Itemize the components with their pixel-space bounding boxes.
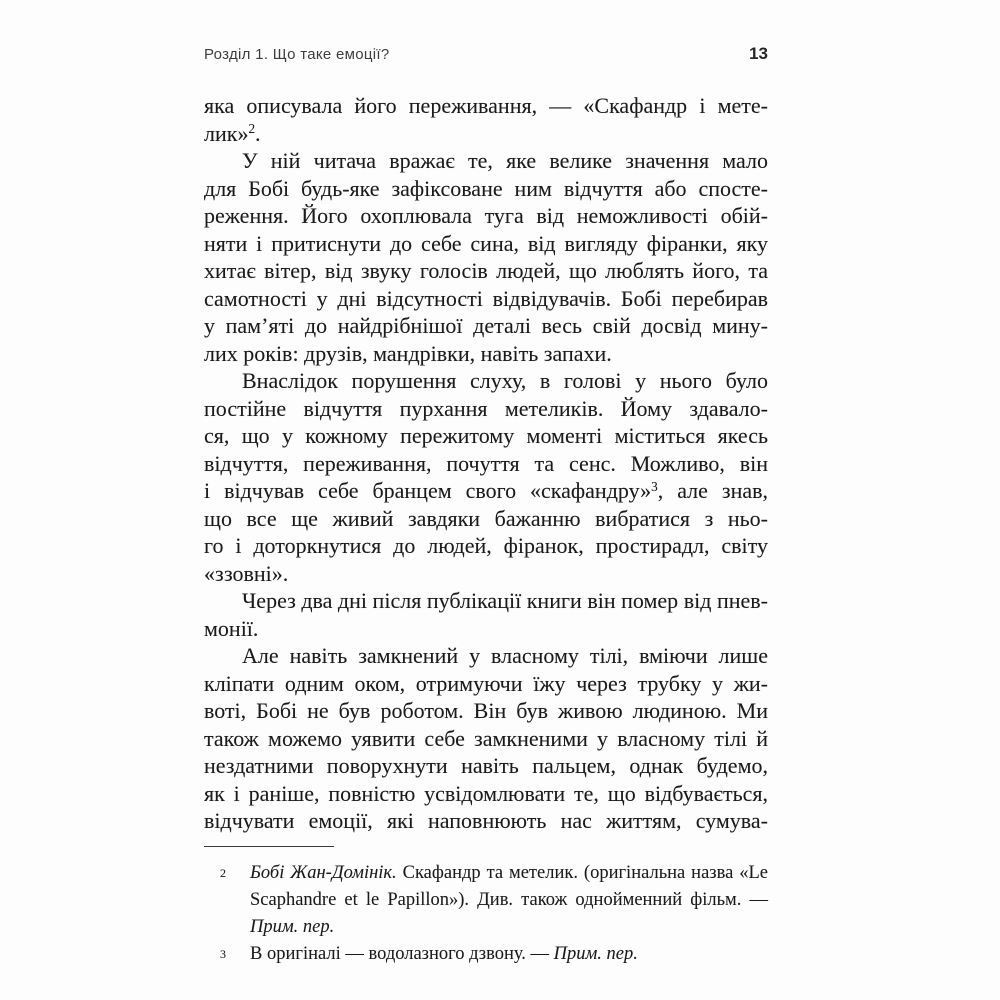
text-line	[204, 257, 768, 285]
text-run: Внаслідок порушення слуху, в голові у нього було	[242, 368, 768, 393]
text-line	[204, 477, 768, 505]
text-line	[204, 587, 768, 615]
text-line	[204, 92, 768, 120]
text-run: постійне відчуття пурхання метеликів. Йому здавало-	[204, 395, 768, 421]
page-header	[204, 44, 768, 64]
paragraph	[204, 92, 768, 147]
text-run: го і доторкнутися до людей, фіранок, простирадл, світу	[204, 533, 768, 558]
text-line	[204, 202, 768, 230]
text-run: воті, Бобі не був роботом. Він був живою людиною. Ми	[204, 698, 768, 723]
footnote-marker: 2	[220, 866, 226, 880]
text-run: і відчував себе бранцем свого «скафандру»	[204, 478, 652, 503]
text-line	[204, 670, 768, 698]
footnote-line	[250, 887, 768, 941]
text-run: для Бобі будь-яке зафіксоване ним відчуття або спосте-	[204, 175, 768, 201]
text-line	[204, 615, 768, 643]
footnote-marker: 3	[220, 947, 226, 961]
text-line	[204, 120, 768, 148]
page-number: 13	[749, 44, 768, 63]
text-line	[204, 367, 768, 395]
text-line	[204, 147, 768, 175]
text-run: відчуття, переживання, почуття та сенс. Можливо, він	[204, 450, 768, 476]
text-run: монії.	[204, 615, 259, 641]
paragraph	[204, 147, 768, 367]
text-run: В оригіналі — водолазного дзвону. —	[250, 944, 554, 964]
text-run: що все ще живий завдяки бажанню вибратися з ньо-	[204, 505, 768, 531]
text-line	[204, 285, 768, 313]
text-line	[204, 312, 768, 340]
text-run: «ззовні».	[204, 560, 289, 586]
text-line	[204, 807, 768, 835]
footnote-line	[250, 860, 768, 887]
text-run: ся, що у кожному пережитому моменті міститься якесь	[204, 423, 768, 448]
text-line	[204, 422, 768, 450]
text-run: Прим. пер.	[250, 917, 335, 937]
text-run: У ній читача вражає те, яке велике значення мало	[242, 148, 768, 173]
text-run: відчувати емоції, які наповнюють нас життям, сумува-	[204, 808, 768, 833]
text-run: реження. Його охоплювала туга від неможливості обій-	[204, 203, 768, 228]
text-run: хитає вітер, від звуку голосів людей, що люблять його, та	[204, 258, 768, 283]
text-line	[204, 175, 768, 203]
footnotes	[204, 860, 768, 968]
text-run: Бобі Жан-Домінік.	[250, 863, 397, 883]
footnote	[204, 860, 768, 941]
text-run: няти і притиснути до себе сина, від вигляду фіранки, яку	[204, 230, 768, 256]
text-run: яка описувала його переживання, — «Скафандр і мете-	[204, 93, 768, 118]
text-run: лик»	[204, 120, 249, 146]
footnote-line	[250, 941, 768, 968]
paragraph	[204, 642, 768, 835]
footnote	[204, 941, 768, 968]
text-run: .	[255, 120, 261, 146]
text-line	[204, 725, 768, 753]
text-line	[204, 532, 768, 560]
text-line	[204, 450, 768, 478]
text-run: Прим. пер.	[553, 944, 638, 964]
text-line	[204, 752, 768, 780]
text-run: Scaphandre et le Papillon»). Див. також однойменний фільм. —	[250, 890, 768, 910]
chapter-title: Розділ 1. Що таке емоції?	[204, 46, 390, 63]
text-line	[204, 642, 768, 670]
text-line	[204, 697, 768, 725]
footnote-reference: 3	[651, 478, 658, 494]
text-run: лих років: друзів, мандрівки, навіть запахи.	[204, 340, 612, 366]
footnote-rule	[204, 846, 334, 847]
text-run: нездатними поворухнути навіть пальцем, однак будемо,	[204, 753, 768, 778]
text-line	[204, 230, 768, 258]
text-run: Скафандр та метелик. (оригінальна назва «Le	[396, 863, 768, 883]
body-text	[204, 92, 768, 835]
text-line	[204, 780, 768, 808]
text-run: самотності у дні відсутності відвідувачів. Бобі перебирав	[204, 285, 768, 311]
text-run: Через два дні після публікації книги він помер від пнев-	[242, 588, 768, 613]
text-line	[204, 560, 768, 588]
text-run: Але навіть замкнений у власному тілі, вміючи лише	[242, 643, 768, 668]
text-run: кліпати одним оком, отримуючи їжу через трубку у жи-	[204, 670, 768, 696]
paragraph	[204, 367, 768, 587]
text-line	[204, 340, 768, 368]
paragraph	[204, 587, 768, 642]
text-run: , але знав,	[657, 478, 768, 503]
text-line	[204, 505, 768, 533]
footnote-reference: 2	[248, 121, 256, 137]
text-run: також можемо уявити себе замкненими у власному тілі й	[204, 725, 768, 751]
text-run: у пам’яті до найдрібнішої деталі весь свій досвід мину-	[204, 313, 768, 338]
text-line	[204, 395, 768, 423]
text-run: як і раніше, повністю усвідомлювати те, що відбувається,	[204, 780, 768, 806]
